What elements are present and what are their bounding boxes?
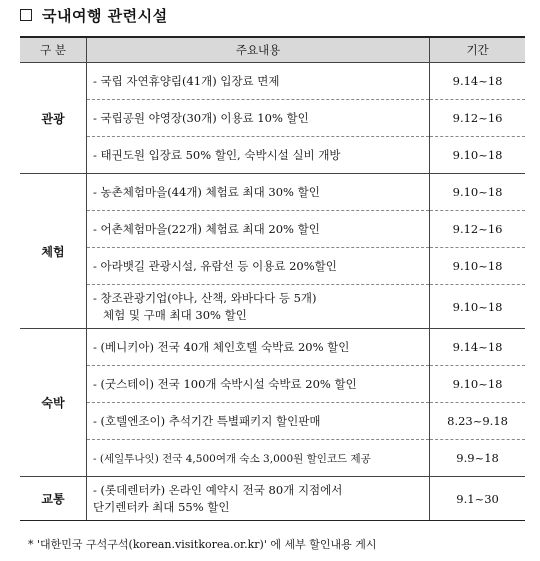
- row-content-line2: 단기렌터카 최대 55% 할인: [93, 499, 230, 514]
- row-content-line1: - (롯데렌터카) 온라인 예약시 전국 80개 지점에서: [93, 482, 343, 497]
- row-content: - (세일투나잇) 전국 4,500여개 숙소 3,000원 할인코드 제공: [87, 440, 430, 477]
- row-period: 9.1~30: [430, 477, 525, 521]
- row-content: - (호텔엔조이) 추석기간 특별패키지 할인판매: [87, 403, 430, 440]
- row-content: - (베니키아) 전국 40개 체인호텔 숙박료 20% 할인: [87, 329, 430, 366]
- table-row: [20, 137, 525, 174]
- table-header-row: [20, 37, 525, 63]
- row-period: 9.10~18: [430, 285, 525, 329]
- row-period: 9.10~18: [430, 366, 525, 403]
- section-title-row: [20, 4, 168, 26]
- row-period: 9.9~18: [430, 440, 525, 477]
- row-content-line1: - 창조관광기업(야나, 산책, 와바다다 등 5개): [93, 290, 317, 305]
- table-row: [20, 285, 525, 329]
- row-period: 9.12~16: [430, 100, 525, 137]
- row-period: 9.10~18: [430, 248, 525, 285]
- row-content-line2: 체험 및 구매 최대 30% 할인: [103, 307, 247, 322]
- row-content: [87, 285, 430, 329]
- category-experience: 체험: [20, 174, 87, 329]
- row-period: 9.14~18: [430, 329, 525, 366]
- table-row: [20, 100, 525, 137]
- table-row: [20, 211, 525, 248]
- table-row: [20, 63, 525, 100]
- row-content: [87, 477, 430, 521]
- row-period: 8.23~9.18: [430, 403, 525, 440]
- table-row: [20, 403, 525, 440]
- category-lodging: 숙박: [20, 329, 87, 477]
- row-period: 9.12~16: [430, 211, 525, 248]
- row-period: 9.14~18: [430, 63, 525, 100]
- row-content: - 아라뱃길 관광시설, 유람선 등 이용료 20%할인: [87, 248, 430, 285]
- header-content: 주요내용: [87, 37, 430, 63]
- table-row: [20, 174, 525, 211]
- table-row: [20, 248, 525, 285]
- row-content: - 태권도원 입장료 50% 할인, 숙박시설 실비 개방: [87, 137, 430, 174]
- header-period: 기간: [430, 37, 525, 63]
- row-content: - 어촌체험마을(22개) 체험료 최대 20% 할인: [87, 211, 430, 248]
- checkbox-square-icon: [20, 9, 32, 21]
- facilities-table: [20, 36, 525, 521]
- section-title: 국내여행 관련시설: [42, 6, 168, 25]
- row-content: - 농촌체험마을(44개) 체험료 최대 30% 할인: [87, 174, 430, 211]
- table-row: [20, 366, 525, 403]
- row-content: - (굿스테이) 전국 100개 숙박시설 숙박료 20% 할인: [87, 366, 430, 403]
- category-sightseeing: 관광: [20, 63, 87, 174]
- row-period: 9.10~18: [430, 174, 525, 211]
- table-row: [20, 477, 525, 521]
- row-period: 9.10~18: [430, 137, 525, 174]
- header-category: 구 분: [20, 37, 87, 63]
- footnote: * '대한민국 구석구석(korean.visitkorea.or.kr)' 에 세부 할인내용 게시: [28, 538, 377, 551]
- row-content: - 국립 자연휴양림(41개) 입장료 면제: [87, 63, 430, 100]
- category-transport: 교통: [20, 477, 87, 521]
- row-content: - 국립공원 야영장(30개) 이용료 10% 할인: [87, 100, 430, 137]
- table-row: [20, 440, 525, 477]
- table-row: [20, 329, 525, 366]
